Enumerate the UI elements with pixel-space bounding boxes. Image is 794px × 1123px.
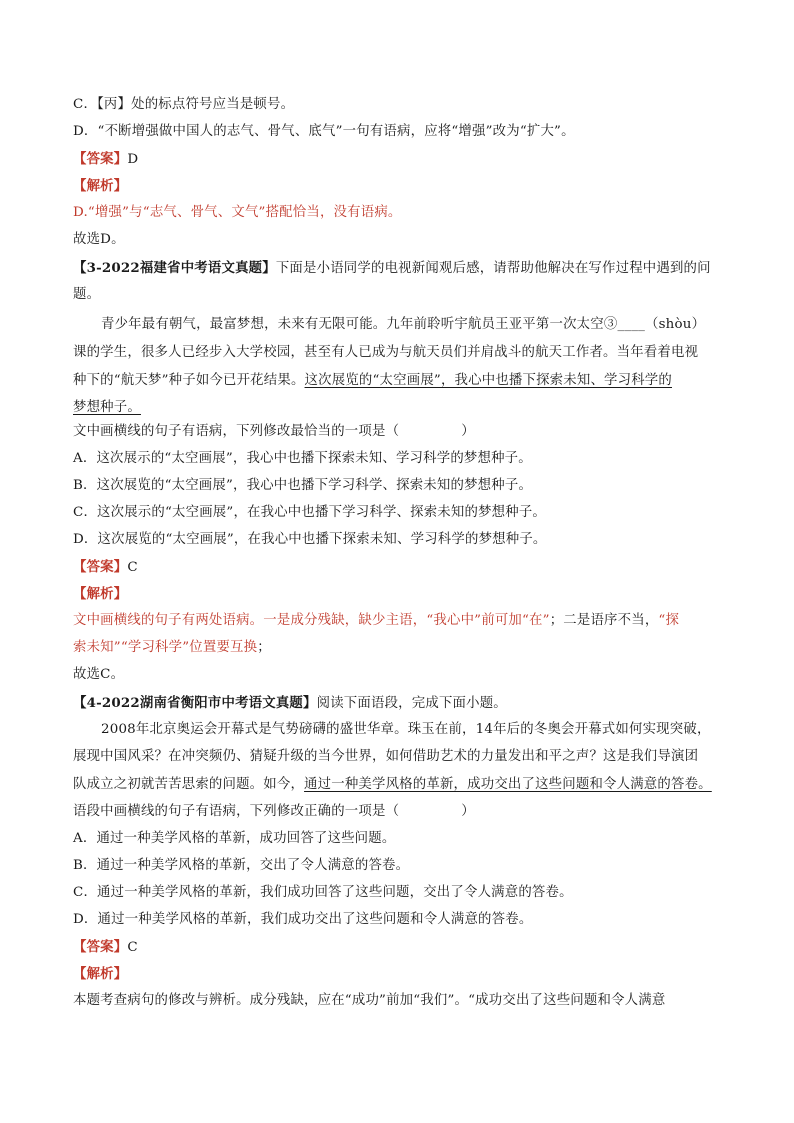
passage-line: 课的学生，很多人已经步入大学校园，甚至有人已成为与航天员们并肩战斗的航天工作者。当年看着电视	[73, 345, 699, 360]
answer-value: C	[127, 560, 138, 575]
question-stem: 语段中画横线的句子有语病，下列修改正确的一项是（ ）	[73, 804, 475, 819]
analysis-text: 文中画横线的句子有两处语病。一是成分残缺，缺少主语，“我心中”前可加“在”；二是语序不当，“探	[73, 613, 680, 628]
option-d: D．通过一种美学风格的革新，我们成功交出了这些问题和令人满意的答卷。	[73, 912, 533, 927]
passage-line: 展现中国风采？在冲突频仍、猜疑升级的当今世界，如何借助艺术的力量发出和平之声？这是我们导演团	[73, 749, 699, 764]
conclusion: 故选C。	[73, 667, 125, 682]
passage-line	[73, 398, 141, 418]
answer-label: 【答案】	[73, 151, 128, 167]
analysis-label: 【解析】	[73, 178, 128, 194]
option-c: C．【丙】处的标点符号应当是顿号。	[73, 97, 295, 112]
option-c: C．这次展示的“太空画展”，在我心中也播下学习科学、探索未知的梦想种子。	[73, 505, 547, 520]
analysis-label: 【解析】	[73, 586, 128, 602]
passage-text: 种下的“航天梦”种子如今已开花结果。	[73, 373, 305, 388]
conclusion: 故选D。	[73, 232, 125, 247]
analysis-text: 本题考查病句的修改与辨析。成分残缺，应在“成功”前加“我们”。“成功交出了这些问题和令人满意	[73, 993, 666, 1008]
question-intro: 阅读下面语段，完成下面小题。	[316, 696, 507, 711]
passage-line	[73, 371, 672, 391]
option-d: D．“不断增强做中国人的志气、骨气、底气”一句有语病，应将“增强”改为“扩大”。	[73, 124, 575, 139]
option-a: A．通过一种美学风格的革新，成功回答了这些问题。	[73, 831, 396, 846]
underlined-sentence: 这次展览的“太空画展”，我心中也播下探索未知、学习科学的	[304, 373, 672, 388]
question-intro-cont: 题。	[73, 287, 101, 302]
question-stem: 文中画横线的句子有语病，下列修改最恰当的一项是（ ）	[73, 424, 475, 439]
option-c: C．通过一种美学风格的革新，我们成功回答了这些问题，交出了令人满意的答卷。	[73, 885, 573, 900]
underlined-sentence: 通过一种美学风格的革新，成功交出了这些问题和令人满意的答卷。	[304, 777, 712, 792]
answer-line	[73, 149, 138, 170]
option-b: B．这次展览的“太空画展”，我心中也播下学习科学、探索未知的梦想种子。	[73, 478, 533, 493]
analysis-text-cont: 索未知”“学习科学”位置要互换；	[73, 640, 271, 655]
answer-line	[73, 937, 138, 958]
passage-text: 队成立之初就苦苦思索的问题。如今，	[73, 777, 305, 792]
question-header	[73, 258, 711, 279]
analysis-text: D.“增强”与“志气、骨气、文气”搭配恰当，没有语病。	[73, 205, 402, 220]
question-source-tag: 【4-2022湖南省衡阳市中考语文真题】	[73, 695, 317, 711]
option-d: D．这次展览的“太空画展”，在我心中也播下探索未知、学习科学的梦想种子。	[73, 532, 547, 547]
analysis-label: 【解析】	[73, 966, 128, 982]
passage-line: 青少年最有朝气，最富梦想，未来有无限可能。九年前聆听宇航员王亚平第一次太空③____（shòu）	[101, 317, 706, 332]
question-intro: 下面是小语同学的电视新闻观后感，请帮助他解决在写作过程中遇到的问	[275, 261, 711, 276]
option-a: A．这次展示的“太空画展”，我心中也播下探索未知、学习科学的梦想种子。	[73, 451, 532, 466]
answer-value: C	[127, 940, 138, 955]
answer-line	[73, 557, 138, 578]
option-b: B．通过一种美学风格的革新，交出了令人满意的答卷。	[73, 858, 410, 873]
underlined-sentence: 梦想种子。	[73, 400, 141, 415]
answer-label: 【答案】	[73, 559, 128, 575]
passage-line: 2008年北京奥运会开幕式是气势磅礴的盛世华章。珠玉在前，14年后的冬奥会开幕式如何实现突破，	[101, 722, 711, 737]
answer-value: D	[127, 152, 139, 167]
question-source-tag: 【3-2022福建省中考语文真题】	[73, 260, 276, 276]
question-header	[73, 693, 507, 714]
answer-label: 【答案】	[73, 939, 128, 955]
passage-line	[73, 775, 712, 795]
